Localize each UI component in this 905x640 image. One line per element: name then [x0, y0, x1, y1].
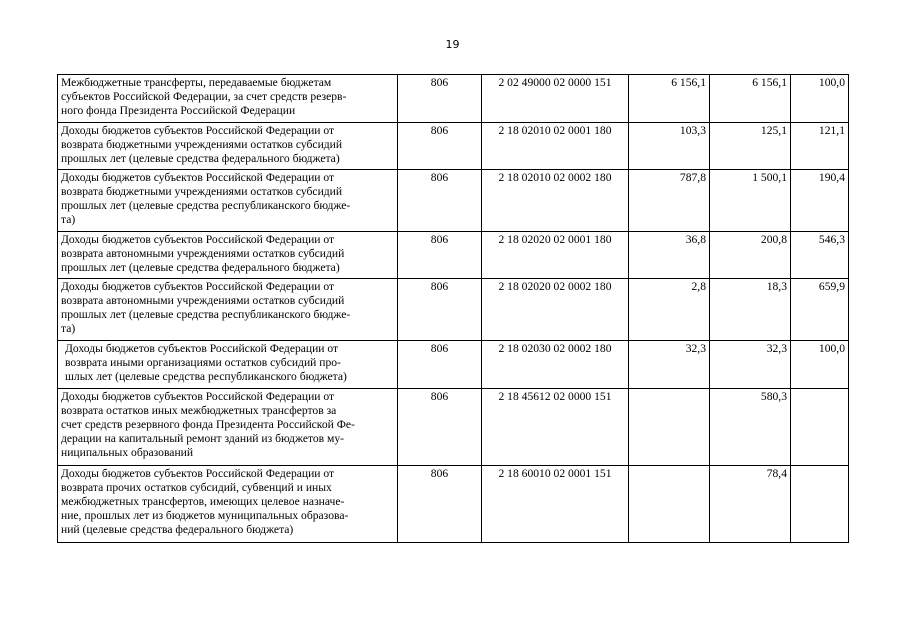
name-line: дерации на капитальный ремонт зданий из бюджетов му- — [61, 432, 345, 446]
name-line: возврата бюджетными учреждениями остатков субсидий — [61, 185, 343, 199]
cell-admin-code: 806 — [398, 466, 482, 543]
cell-admin-code: 806 — [398, 75, 482, 123]
name-line: субъектов Российской Федерации, за счет средств резерв- — [61, 90, 347, 104]
cell-admin-code: 806 — [398, 389, 482, 466]
cell-name — [58, 341, 398, 389]
name-line: Доходы бюджетов субъектов Российской Федерации от — [61, 124, 335, 137]
cell-admin-code: 806 — [398, 341, 482, 389]
cell-admin-code: 806 — [398, 123, 482, 170]
name-line: возврата автономными учреждениями остатков субсидий — [61, 294, 345, 308]
cell-budget-code: 2 18 02010 02 0002 180 — [482, 170, 629, 232]
cell-name — [58, 75, 398, 123]
cell-plan: 32,3 — [629, 341, 710, 389]
name-line: та) — [61, 213, 76, 227]
name-line: ниципальных образований — [61, 446, 194, 460]
name-line: прошлых лет (целевые средства республиканского бюдже- — [61, 199, 351, 213]
page-number: 19 — [445, 38, 460, 51]
name-line: та) — [61, 322, 76, 336]
cell-name — [58, 232, 398, 279]
cell-fact: 580,3 — [710, 389, 791, 466]
cell-percent: 100,0 — [791, 341, 849, 389]
name-line: Доходы бюджетов субъектов Российской Федерации от — [61, 467, 335, 480]
cell-plan: 787,8 — [629, 170, 710, 232]
cell-percent: 100,0 — [791, 75, 849, 123]
cell-plan: 2,8 — [629, 279, 710, 341]
cell-plan: 36,8 — [629, 232, 710, 279]
name-line: межбюджетных трансфертов, имеющих целевое назначе- — [61, 495, 345, 509]
name-line: возврата бюджетными учреждениями остатков субсидий — [61, 138, 343, 152]
name-line: прошлых лет (целевые средства федерального бюджета) — [61, 152, 340, 166]
cell-fact: 6 156,1 — [710, 75, 791, 123]
cell-percent: 121,1 — [791, 123, 849, 170]
cell-percent — [791, 389, 849, 466]
cell-name — [58, 123, 398, 170]
cell-budget-code: 2 18 02010 02 0001 180 — [482, 123, 629, 170]
table-row — [58, 466, 849, 543]
table-row — [58, 341, 849, 389]
name-line: Доходы бюджетов субъектов Российской Федерации от — [61, 390, 335, 403]
cell-plan — [629, 389, 710, 466]
name-line: ного фонда Президента Российской Федерации — [61, 104, 296, 118]
cell-plan — [629, 466, 710, 543]
cell-name — [58, 389, 398, 466]
cell-admin-code: 806 — [398, 232, 482, 279]
cell-budget-code: 2 18 45612 02 0000 151 — [482, 389, 629, 466]
cell-budget-code: 2 18 60010 02 0001 151 — [482, 466, 629, 543]
name-line: Доходы бюджетов субъектов Российской Федерации от — [65, 342, 339, 355]
cell-fact: 125,1 — [710, 123, 791, 170]
name-line: прошлых лет (целевые средства федерального бюджета) — [61, 261, 340, 275]
cell-budget-code: 2 18 02030 02 0002 180 — [482, 341, 629, 389]
cell-fact: 200,8 — [710, 232, 791, 279]
cell-fact: 18,3 — [710, 279, 791, 341]
cell-plan: 6 156,1 — [629, 75, 710, 123]
name-line: Межбюджетные трансферты, передаваемые бюджетам — [61, 76, 332, 89]
name-line: возврата прочих остатков субсидий, субвенций и иных — [61, 481, 332, 495]
name-line: прошлых лет (целевые средства республиканского бюдже- — [61, 308, 351, 322]
cell-fact: 1 500,1 — [710, 170, 791, 232]
table-row — [58, 279, 849, 341]
cell-percent: 546,3 — [791, 232, 849, 279]
cell-budget-code: 2 18 02020 02 0002 180 — [482, 279, 629, 341]
cell-name — [58, 279, 398, 341]
cell-percent: 659,9 — [791, 279, 849, 341]
table-row — [58, 389, 849, 466]
name-line: счет средств резервного фонда Президента Российской Фе- — [61, 418, 355, 432]
cell-budget-code: 2 18 02020 02 0001 180 — [482, 232, 629, 279]
name-line: Доходы бюджетов субъектов Российской Федерации от — [61, 171, 335, 184]
cell-admin-code: 806 — [398, 279, 482, 341]
cell-admin-code: 806 — [398, 170, 482, 232]
table-row — [58, 123, 849, 170]
cell-name — [58, 170, 398, 232]
name-line: возврата остатков иных межбюджетных трансфертов за — [61, 404, 337, 418]
table-row — [58, 75, 849, 123]
cell-fact: 78,4 — [710, 466, 791, 543]
table-row — [58, 232, 849, 279]
table-row — [58, 170, 849, 232]
cell-fact: 32,3 — [710, 341, 791, 389]
cell-percent: 190,4 — [791, 170, 849, 232]
name-line: Доходы бюджетов субъектов Российской Федерации от — [61, 233, 335, 246]
name-line: возврата иными организациями остатков субсидий про- — [65, 356, 341, 370]
name-line: ние, прошлых лет из бюджетов муниципальных образова- — [61, 509, 349, 523]
name-line: шлых лет (целевые средства республиканского бюджета) — [65, 370, 347, 384]
table-body — [58, 75, 849, 543]
cell-name — [58, 466, 398, 543]
revenue-table — [57, 74, 849, 543]
cell-budget-code: 2 02 49000 02 0000 151 — [482, 75, 629, 123]
name-line: возврата автономными учреждениями остатков субсидий — [61, 247, 345, 261]
cell-percent — [791, 466, 849, 543]
name-line: ний (целевые средства федерального бюджета) — [61, 523, 294, 537]
cell-plan: 103,3 — [629, 123, 710, 170]
name-line: Доходы бюджетов субъектов Российской Федерации от — [61, 280, 335, 293]
